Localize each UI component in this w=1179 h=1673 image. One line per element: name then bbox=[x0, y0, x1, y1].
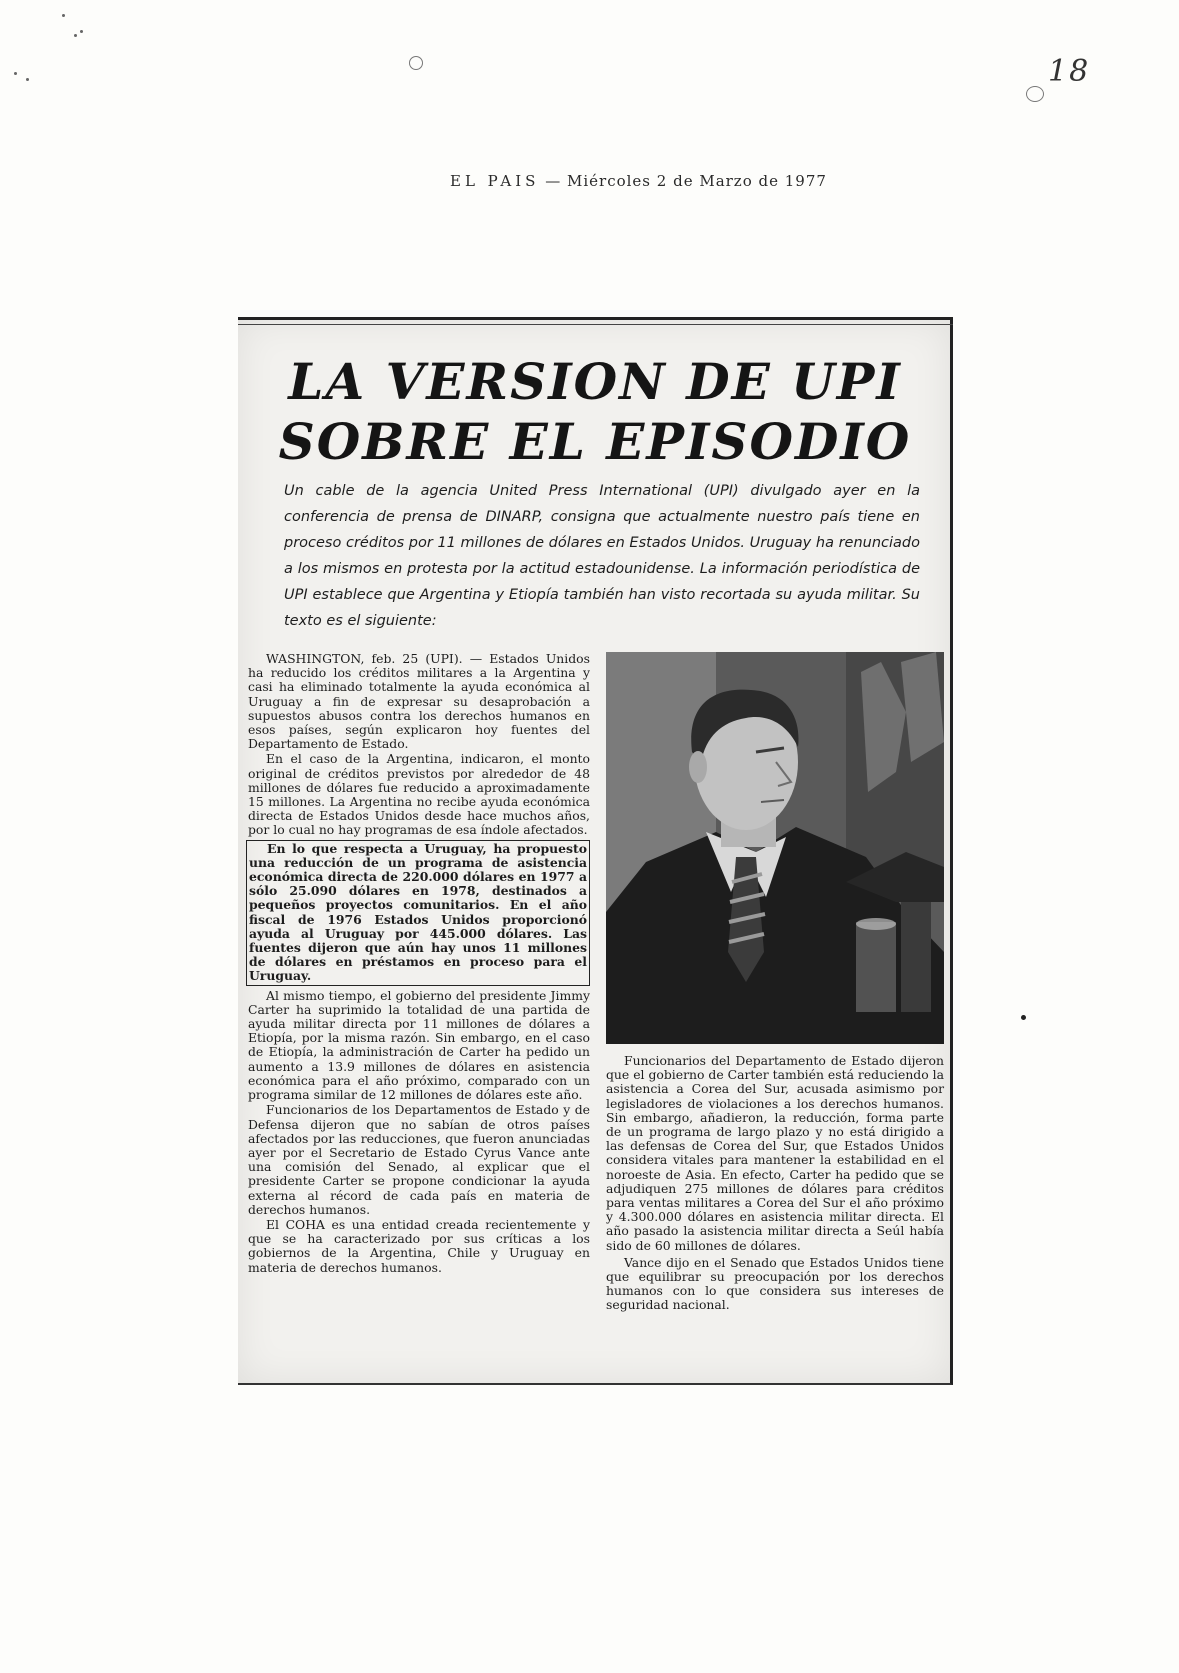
article-headline bbox=[250, 352, 940, 472]
paragraph: En el caso de la Argentina, indicaron, el monto original de créditos previstos por alrededor de 48 millones de dólares fue reducido a aproximadamente 15 millones. La Argentina no recibe ayuda económica directa de Estados Unidos desde hace muchos años, por lo cual no hay programas de esa índole afectados. bbox=[248, 751, 590, 838]
article-column-left bbox=[248, 652, 590, 1276]
paragraph: Funcionarios del Departamento de Estado dijeron que el gobierno de Carter también está reduciendo la asistencia a Corea del Sur, acusada asimismo por legisladores de violaciones a los derechos humanos. Sin embargo, añadieron, la reducción, forma parte de un programa de largo plazo y no está dirigido a las defensas de Corea del Sur, que Estados Unidos considera vitales para mantener la estabilidad en el noroeste de Asia. En efecto, Carter ha pedido que se adjudiquen 275 millones de dólares para créditos para ventas militares a Corea del Sur el año próximo y 4.300.000 dólares en asistencia militar directa. El año pasado la asistencia militar directa a Seúl había sido de 60 millones de dólares. bbox=[606, 1053, 944, 1253]
paragraph: Funcionarios de los Departamentos de Estado y de Defensa dijeron que no sabían de otros países afectados por las reducciones, que fueron anunciadas ayer por el Secretario de Estado Cyrus Vance ante una comisión del Senado, al explicar que el presidente Carter se propone condicionar la ayuda externa al récord de cada país en materia de derechos humanos. bbox=[248, 1102, 590, 1217]
newspaper-name: EL PAIS bbox=[450, 172, 540, 190]
ink-dot bbox=[1021, 1015, 1026, 1020]
handwritten-page-number: 18 bbox=[1048, 54, 1091, 89]
paragraph: El COHA es una entidad creada recientemente y que se ha caracterizado por sus críticas a los gobiernos de la Argentina, Chile y Uruguay en materia de derechos humanos. bbox=[248, 1216, 590, 1275]
article-column-right bbox=[606, 1054, 944, 1316]
headline-line-1: LA VERSION DE UPI bbox=[288, 352, 902, 411]
news-photo bbox=[606, 652, 944, 1044]
headline-line-2: SOBRE EL EPISODIO bbox=[278, 412, 912, 471]
article-lead: Un cable de la agencia United Press International (UPI) divulgado ayer en la conferencia de prensa de DINARP, consigna que actualmente nuestro país tiene en proceso créditos por 11 millones de dólares en Estados Unidos. Uruguay ha renunciado a los mismos en protesta por la actitud estadounidense. La información periodística de UPI establece que Argentina y Etiopía también han visto recortada su ayuda militar. Su texto es el siguiente: bbox=[284, 483, 920, 629]
masthead-separator: — bbox=[545, 172, 562, 190]
top-rule bbox=[238, 324, 953, 325]
paragraph: Al mismo tiempo, el gobierno del presidente Jimmy Carter ha suprimido la totalidad de una partida de ayuda militar directa por 11 millones de dólares a Etiopía, por la misma razón. Sin embargo, en el caso de Etiopía, la administración de Carter ha pedido un aumento a 13.9 millones de dólares en asistencia económica para el año próximo, comparado con un programa similar de 12 millones de dólares este año. bbox=[248, 987, 590, 1103]
photo-illustration bbox=[606, 652, 944, 1044]
top-rule bbox=[238, 317, 953, 320]
publication-date: Miércoles 2 de Marzo de 1977 bbox=[567, 172, 827, 190]
stamp-circle-mark bbox=[1026, 86, 1044, 102]
boxed-paragraph: En lo que respecta a Uruguay, ha propuesto una reducción de un programa de asistencia económica directa de 220.000 dólares en 1977 a sólo 25.090 dólares en 1978, destinados a pequeños proyectos comunitarios. En el año fiscal de 1976 Estados Unidos proporcionó ayuda al Uruguay por 445.000 dólares. Las fuentes dijeron que aún hay unos 11 millones de dólares en préstamos en proceso para el Uruguay. bbox=[246, 840, 590, 986]
paragraph: Vance dijo en el Senado que Estados Unidos tiene que equilibrar su preocupación por los derechos humanos con lo que considera sus intereses de seguridad nacional. bbox=[606, 1254, 944, 1313]
masthead bbox=[450, 172, 870, 190]
stamp-circle-mark bbox=[409, 56, 423, 70]
paragraph: WASHINGTON, feb. 25 (UPI). — Estados Unidos ha reducido los créditos militares a la Argentina y casi ha eliminado totalmente la ayuda económica al Uruguay a fin de expresar su desaprobación a supuestos abusos contra los derechos humanos en esos países, según explicaron hoy fuentes del Departamento de Estado. bbox=[248, 651, 590, 752]
